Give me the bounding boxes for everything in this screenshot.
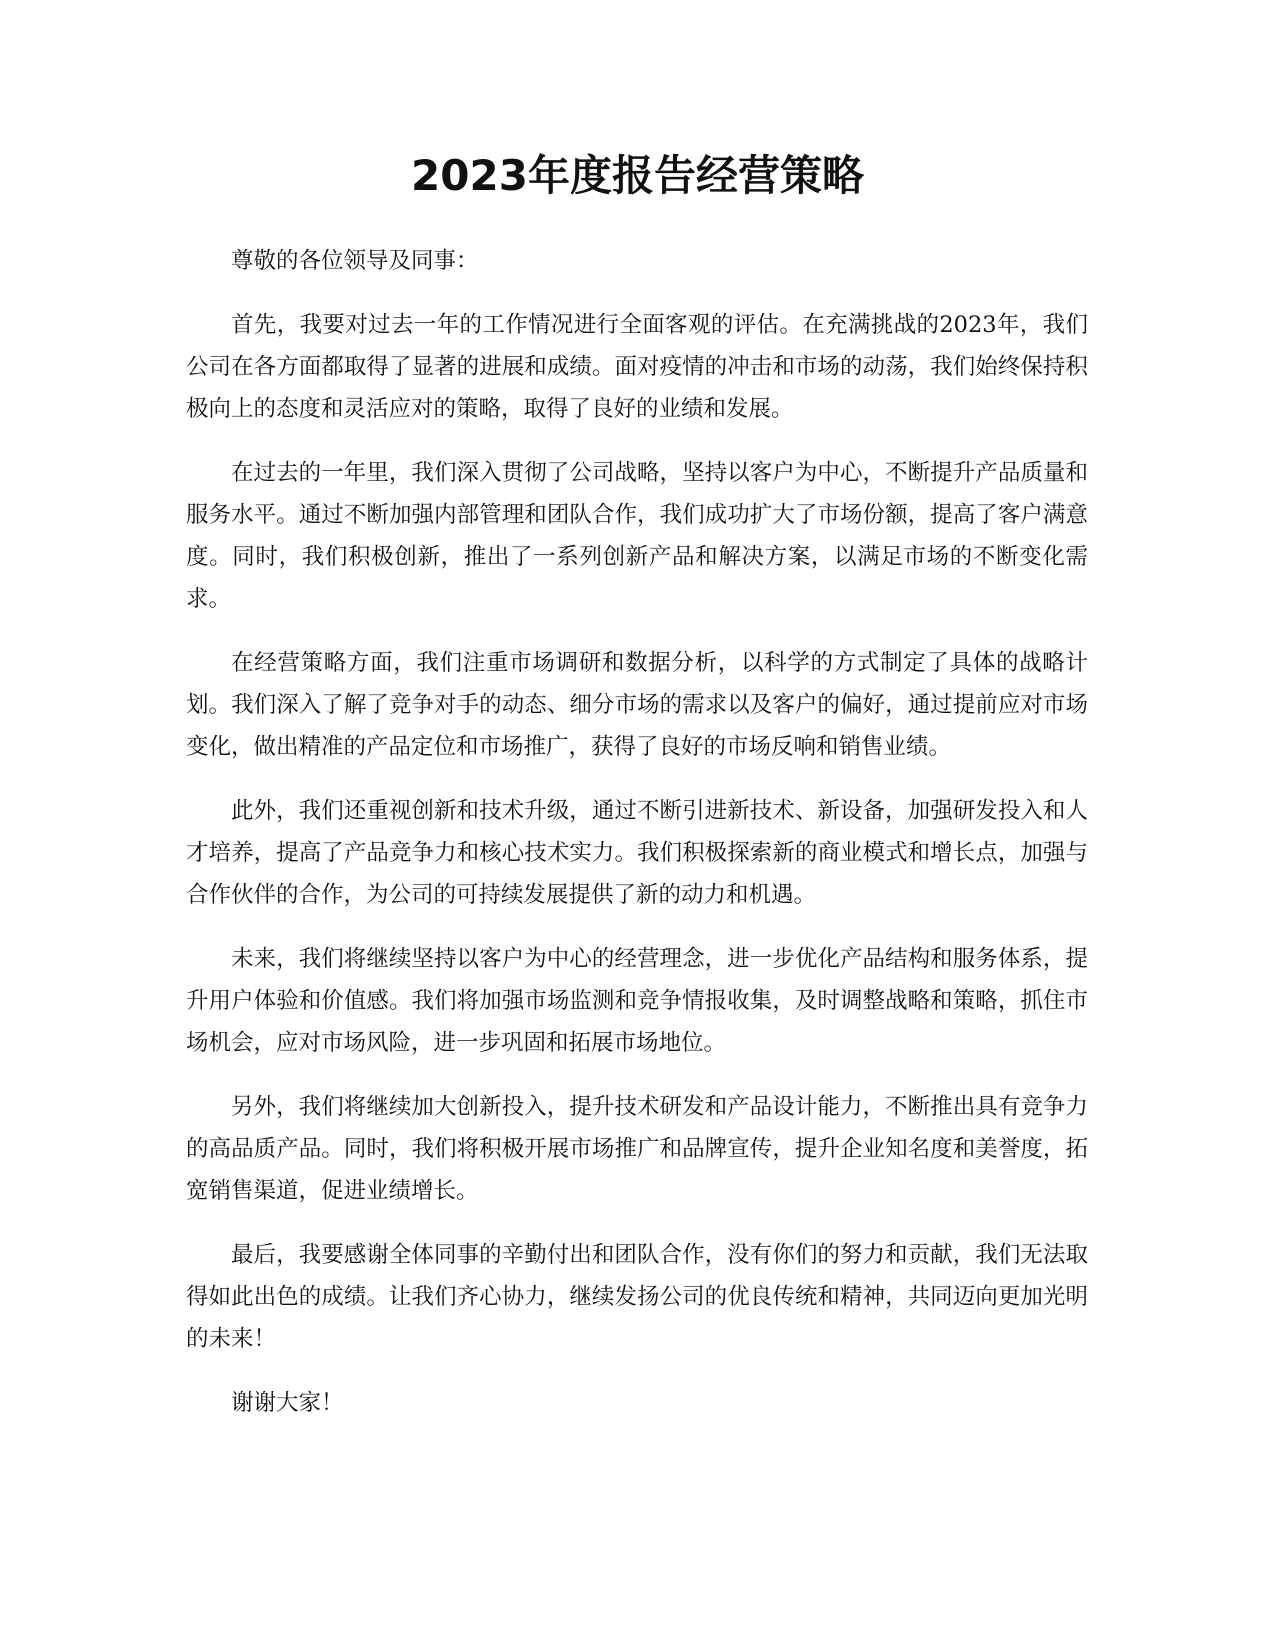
paragraph-2: 在过去的一年里，我们深入贯彻了公司战略，坚持以客户为中心，不断提升产品质量和服务水平。通过不断加强内部管理和团队合作，我们成功扩大了市场份额，提高了客户满意度。同时，我们积极创新，推出了一系列创新产品和解决方案，以满足市场的不断变化需求。 — [186, 460, 1088, 612]
paragraph-1: 首先，我要对过去一年的工作情况进行全面客观的评估。在充满挑战的2023年，我们公司在各方面都取得了显著的进展和成绩。面对疫情的冲击和市场的动荡，我们始终保持积极向上的态度和灵活应对的策略，取得了良好的业绩和发展。 — [186, 312, 1088, 422]
paragraph-7: 最后，我要感谢全体同事的辛勤付出和团队合作，没有你们的努力和贡献，我们无法取得如此出色的成绩。让我们齐心协力，继续发扬公司的优良传统和精神，共同迈向更加光明的未来！ — [186, 1242, 1088, 1352]
paragraph-4: 此外，我们还重视创新和技术升级，通过不断引进新技术、新设备，加强研发投入和人才培养，提高了产品竞争力和核心技术实力。我们积极探索新的商业模式和增长点，加强与合作伙伴的合作，为公司的可持续发展提供了新的动力和机遇。 — [186, 798, 1088, 908]
paragraph-6: 另外，我们将继续加大创新投入，提升技术研发和产品设计能力，不断推出具有竞争力的高品质产品。同时，我们将积极开展市场推广和品牌宣传，提升企业知名度和美誉度，拓宽销售渠道，促进业绩增长。 — [186, 1094, 1088, 1204]
paragraph-3: 在经营策略方面，我们注重市场调研和数据分析，以科学的方式制定了具体的战略计划。我们深入了解了竞争对手的动态、细分市场的需求以及客户的偏好，通过提前应对市场变化，做出精准的产品定位和市场推广，获得了良好的市场反响和销售业绩。 — [186, 650, 1088, 760]
paragraph-5: 未来，我们将继续坚持以客户为中心的经营理念，进一步优化产品结构和服务体系，提升用户体验和价值感。我们将加强市场监测和竞争情报收集，及时调整战略和策略，抓住市场机会，应对市场风险，进一步巩固和拓展市场地位。 — [186, 946, 1088, 1056]
closing: 谢谢大家！ — [231, 1390, 344, 1416]
greeting: 尊敬的各位领导及同事： — [231, 248, 479, 274]
document-title: 2023年度报告经营策略 — [411, 151, 864, 200]
document-body — [186, 240, 1088, 1446]
